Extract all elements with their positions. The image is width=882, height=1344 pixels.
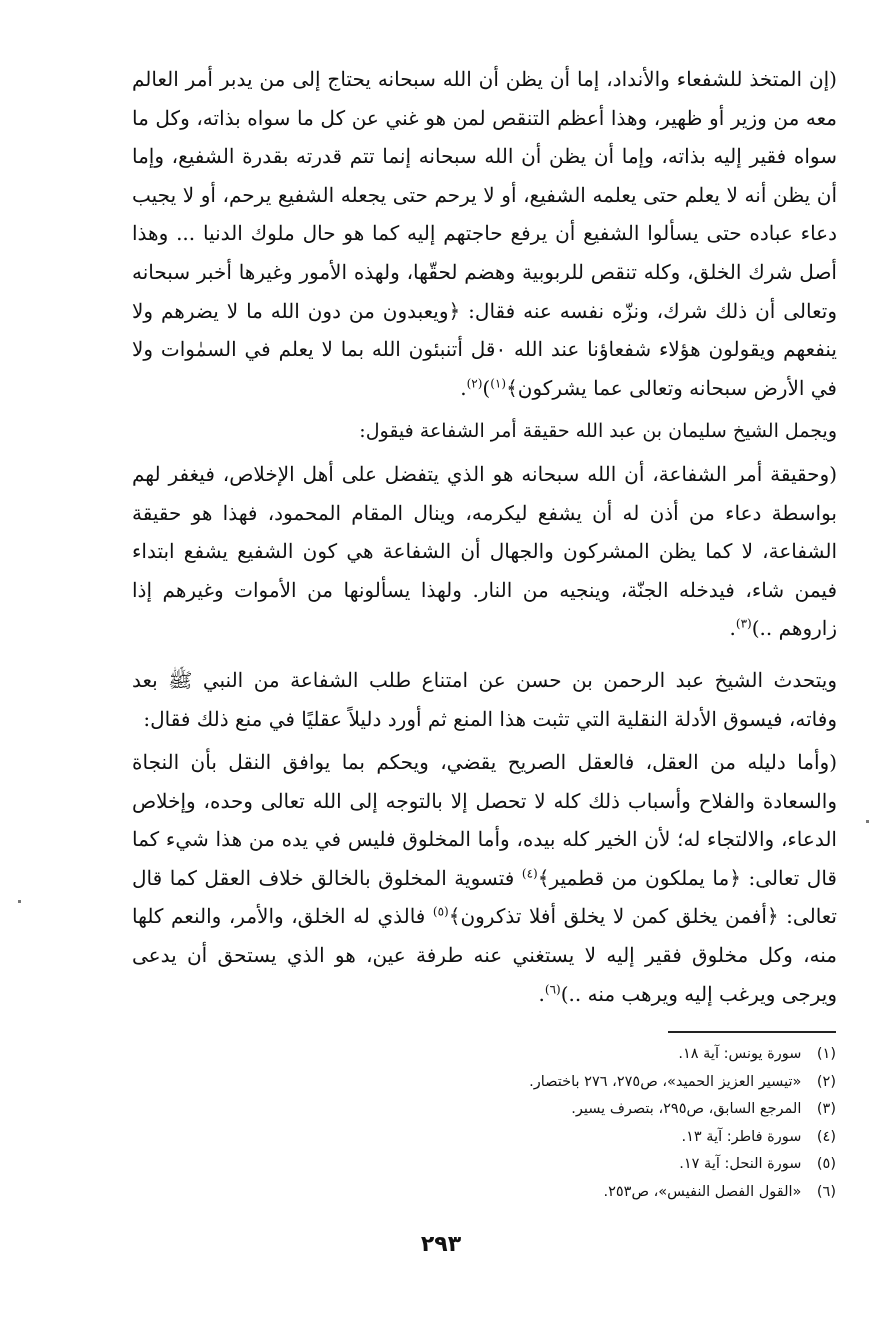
footnote-2 <box>430 1069 836 1097</box>
footnote-4 <box>430 1124 836 1152</box>
paragraph-text-3: فالذي له الخلق، والأمر، والنعم كلها منه، وكل مخلوق فقير إليه لا يستغني عنه طرفة عين، هو الذي يستحق أن يدعى ويرجى ويرغب إليه ويرهب منه ..) <box>132 904 837 1006</box>
intro-text: ويجمل الشيخ سليمان بن عبد الله حقيقة أمر الشفاعة فيقول: <box>359 420 837 442</box>
body-paragraph-3 <box>132 455 837 648</box>
footnote-number: (١) <box>816 1046 836 1062</box>
footnote-ref-6[interactable]: (٦) <box>544 981 561 996</box>
footnote-text: سورة فاطر: آية ١٣. <box>681 1128 802 1145</box>
footnote-5 <box>430 1151 836 1179</box>
footnote-6 <box>430 1179 836 1207</box>
footnote-number: (٦) <box>816 1183 836 1200</box>
closing-paren: ) <box>482 375 491 400</box>
footnote-number: (٣) <box>816 1101 836 1117</box>
body-paragraph-5 <box>132 743 837 1013</box>
footnote-text: سورة يونس: آية ١٨. <box>678 1046 802 1062</box>
paragraph-end: . <box>460 375 467 400</box>
footnote-ref-3[interactable]: (٣) <box>735 616 752 631</box>
footnote-1 <box>430 1041 836 1069</box>
footnote-ref-1[interactable]: (١) <box>490 376 507 391</box>
footnote-ref-4[interactable]: (٤) <box>521 866 538 881</box>
paragraph-text: (إن المتخذ للشفعاء والأنداد، إما أن يظن أن الله سبحانه يحتاج إلى من يدبر أمر العالم معه من وزير أو ظهير، وهذا أعظم التنقص لمن هو غني عن كل ما سواه بذاته، وكل ما سواه فقير إليه بذاته، وإما أن يظن أن الله سبحانه إنما تتم قدرته بقدرة الشفيع، وإما أن يظن أنه لا يعلم حتى يعلمه الشفيع، أو لا يرحم حتى يجعله الشفيع يرحم، أو لا يجيب دعاء عباده حتى يسألوا الشفيع أن يرفع حاجتهم إليه كما هو حال ملوك الدنيا ... وهذا أصل شرك الخلق، وكله تنقص للربوبية وهضم لحقّها، ولهذه الأمور وغيرها أخبر سبحانه وتعالى أن ذلك شرك، ونزّه نفسه عنه فقال: ﴿ويعبدون من دون الله ما لا يضرهم ولا ينفعهم ويقولون هؤلاء شفعاؤنا عند الله ۰قل أتنبئون الله بما لا يعلم في السمٰوات ولا في الأرض سبحانه وتعالى عما يشركون﴾ <box>132 67 837 400</box>
footnotes-list <box>430 1041 836 1206</box>
paragraph-text-2: فتسوية المخلوق بالخالق خلاف العقل كما قال تعالى: ﴿أفمن يخلق كمن لا يخلق أفلا تذكرون﴾ <box>132 865 837 929</box>
footnote-text: «تيسير العزيز الحميد»، ص٢٧٥، ٢٧٦ باختصار. <box>529 1073 802 1090</box>
footnote-ref-2[interactable]: (٢) <box>466 376 483 391</box>
scan-speck <box>18 900 21 903</box>
footnote-number: (٥) <box>816 1156 836 1172</box>
paragraph-text: ويتحدث الشيخ عبد الرحمن بن حسن عن امتناع طلب الشفاعة من النبي ﷺ بعد وفاته، فيسوق الأدلة النقلية التي تثبت هذا المنع ثم أورد دليلاً عقليًا في منع ذلك فقال: <box>132 668 837 731</box>
paragraph-end: . <box>729 616 736 641</box>
footnote-separator <box>668 1031 836 1033</box>
footnote-number: (٤) <box>816 1128 836 1145</box>
footnote-ref-5[interactable]: (٥) <box>432 904 449 919</box>
footnote-number: (٢) <box>816 1073 836 1090</box>
footnote-text: «القول الفصل النفيس»، ص٢٥٣. <box>603 1183 802 1200</box>
paragraph-end: . <box>538 981 545 1006</box>
footnote-text: سورة النحل: آية ١٧. <box>679 1156 802 1172</box>
footnote-3 <box>430 1096 836 1124</box>
scan-speck <box>866 820 869 823</box>
body-paragraph-4 <box>132 661 837 738</box>
paragraph-text: (وأما دليله من العقل، فالعقل الصريح يقضي، ويحكم بما يوافق النقل بأن النجاة والسعادة والفلاح وأسباب ذلك كله لا تحصل إلا بالتوجه إلى الله تعالى وحده، وإخلاص الدعاء، والالتجاء له؛ لأن الخير كله بيده، وأما المخلوق فليس في يده من هذا شيء كما قال تعالى: ﴿ما يملكون من قطمير﴾ <box>132 750 837 890</box>
footnote-text: المرجع السابق، ص٢٩٥، بتصرف يسير. <box>571 1101 802 1117</box>
intro-line-sulayman <box>132 412 837 450</box>
body-paragraph-1 <box>132 60 837 407</box>
paragraph-text: (وحقيقة أمر الشفاعة، أن الله سبحانه هو الذي يتفضل على أهل الإخلاص، فيغفر لهم بواسطة دعاء من أذن له أن يشفع ليكرمه، وينال المقام المحمود، فهذا هو حقيقة الشفاعة، لا كما يظن المشركون والجهال أن الشفاعة هي كون الشفيع يشفع ابتداء فيمن شاء، فيدخله الجنّة، وينجيه من النار. ولهذا يسألونها من الأموات وغيرهم إذا زاروهم ..) <box>132 462 837 641</box>
page-number: ٢٩٣ <box>420 1232 462 1257</box>
